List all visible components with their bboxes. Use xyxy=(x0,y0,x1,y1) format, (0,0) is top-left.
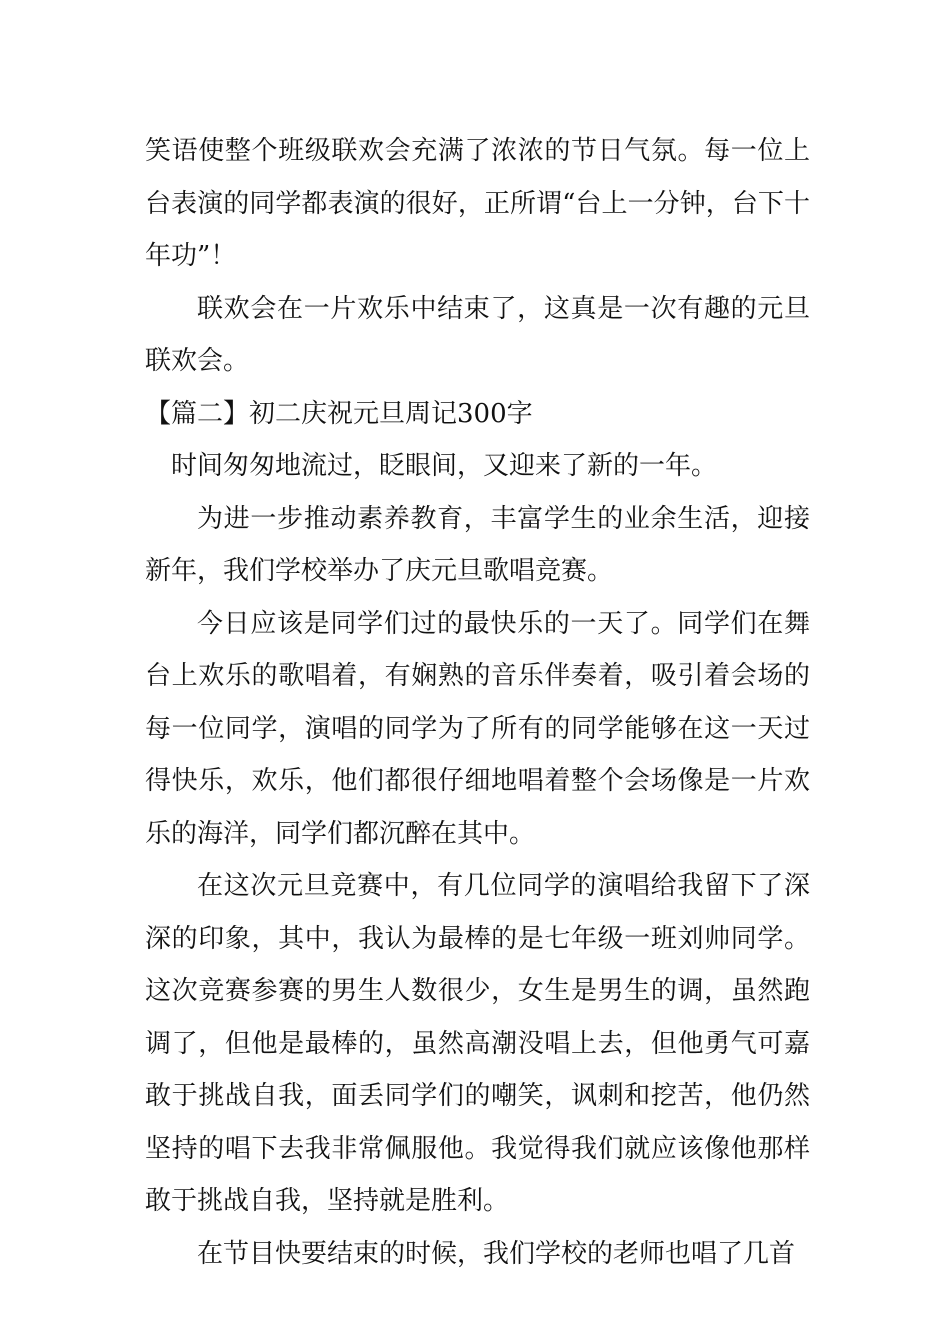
paragraph-impression: 在这次元旦竞赛中，有几位同学的演唱给我留下了深深的印象，其中，我认为最棒的是七年级一班刘帅同学。这次竞赛参赛的男生人数很少，女生是男生的调，虽然跑调了，但他是最棒的，虽然高潮没唱上去，但他勇气可嘉敢于挑战自我，面丢同学们的嘲笑，讽刺和挖苦，他仍然坚持的唱下去我非常佩服他。我觉得我们就应该像他那样敢于挑战自我，坚持就是胜利。 xyxy=(145,871,810,1216)
paragraph-time: 时间匆匆地流过，眨眼间，又迎来了新的一年。 xyxy=(171,451,718,481)
paragraph-ending: 联欢会在一片欢乐中结束了，这真是一次有趣的元旦联欢会。 xyxy=(145,293,810,376)
paragraph-contest: 为进一步推动素养教育，丰富学生的业余生活，迎接新年，我们学校举办了庆元旦歌唱竞赛。 xyxy=(145,503,810,586)
document-body xyxy=(145,125,810,1280)
paragraph-continuation: 笑语使整个班级联欢会充满了浓浓的节日气氛。每一位上台表演的同学都表演的很好，正所谓“台上一分钟，台下十年功”！ xyxy=(145,136,810,271)
section-heading: 【篇二】初二庆祝元旦周记300字 xyxy=(145,398,533,429)
paragraph-happy-day: 今日应该是同学们过的最快乐的一天了。同学们在舞台上欢乐的歌唱着，有娴熟的音乐伴奏着，吸引着会场的每一位同学，演唱的同学为了所有的同学能够在这一天过得快乐，欢乐，他们都很仔细地唱着整个会场像是一片欢乐的海洋，同学们都沉醉在其中。 xyxy=(145,608,810,849)
paragraph-teachers: 在节目快要结束的时候，我们学校的老师也唱了几首 xyxy=(197,1238,796,1269)
